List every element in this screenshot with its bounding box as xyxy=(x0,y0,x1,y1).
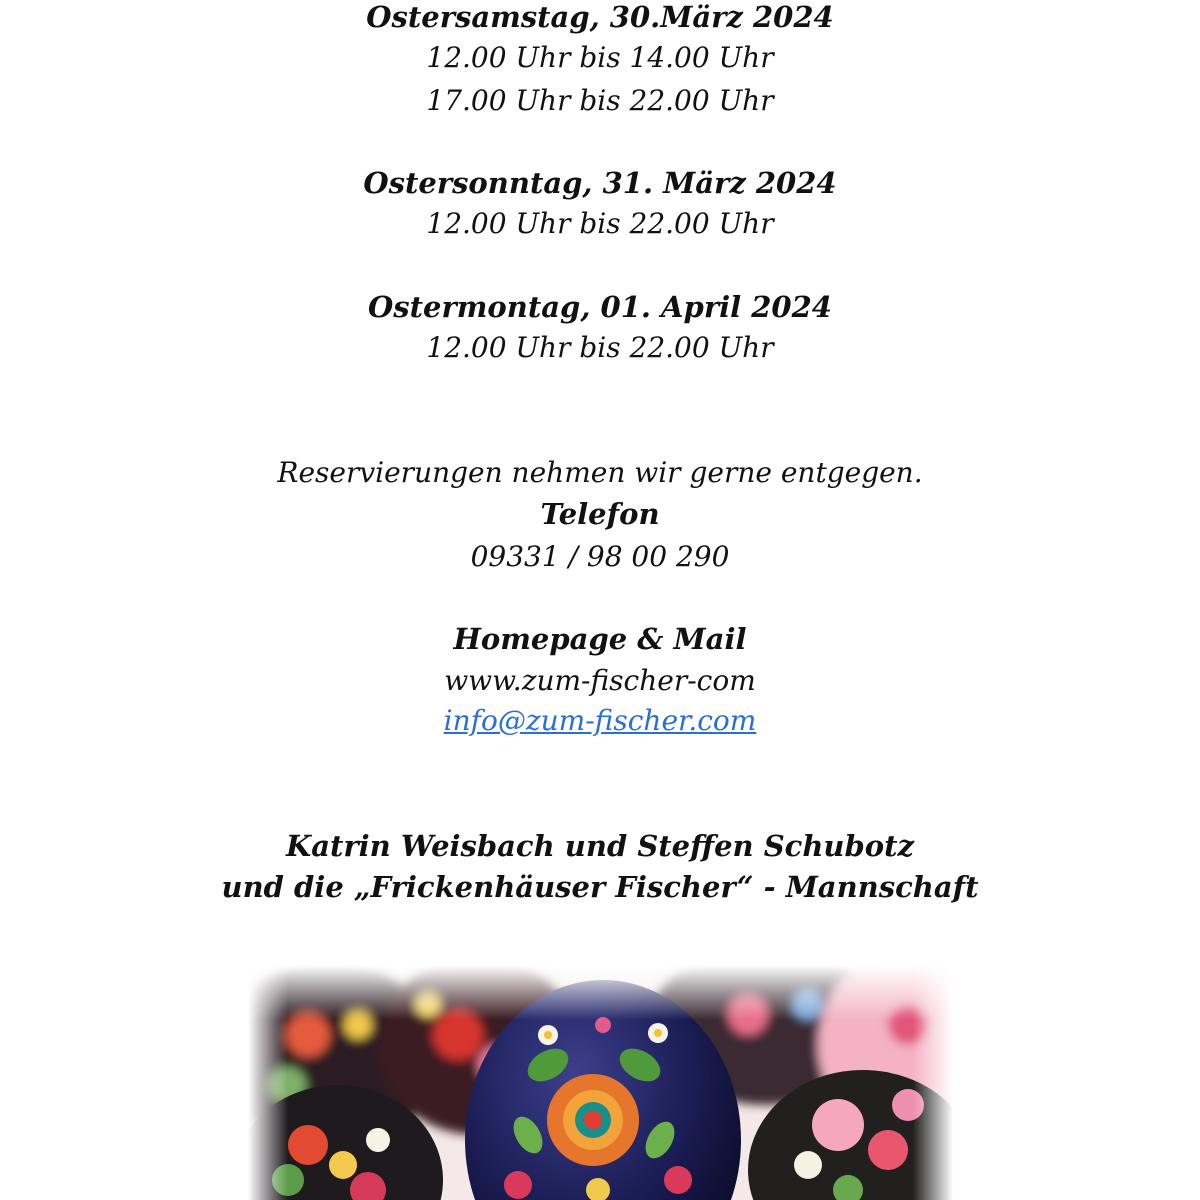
time-range-saturday-1: 12.00 Uhr bis 14.00 Uhr xyxy=(426,41,774,74)
signature-line-2: und die „Frickenhäuser Fischer“ - Mannschaft xyxy=(221,870,979,904)
email-line xyxy=(0,704,1200,737)
time-range-sunday: 12.00 Uhr bis 22.00 Uhr xyxy=(426,207,774,240)
reservation-text: Reservierungen nehmen wir gerne entgegen. xyxy=(277,456,923,489)
time-range-saturday-2: 17.00 Uhr bis 22.00 Uhr xyxy=(426,84,774,117)
phone-heading: Telefon xyxy=(540,497,660,531)
phone-number: 09331 / 98 00 290 xyxy=(470,540,730,573)
easter-eggs-photo xyxy=(248,965,953,1200)
day-heading-sunday: Ostersonntag, 31. März 2024 xyxy=(363,166,837,200)
day-heading-monday: Ostermontag, 01. April 2024 xyxy=(368,290,832,324)
contact-heading: Homepage & Mail xyxy=(453,622,747,656)
signature-line-1: Katrin Weisbach und Steffen Schubotz xyxy=(286,829,914,863)
time-range-monday: 12.00 Uhr bis 22.00 Uhr xyxy=(426,331,774,364)
email-link[interactable]: info@zum-fischer.com xyxy=(443,704,757,737)
day-heading-saturday: Ostersamstag, 30.März 2024 xyxy=(366,0,834,34)
website-text: www.zum-fischer-com xyxy=(444,664,756,697)
